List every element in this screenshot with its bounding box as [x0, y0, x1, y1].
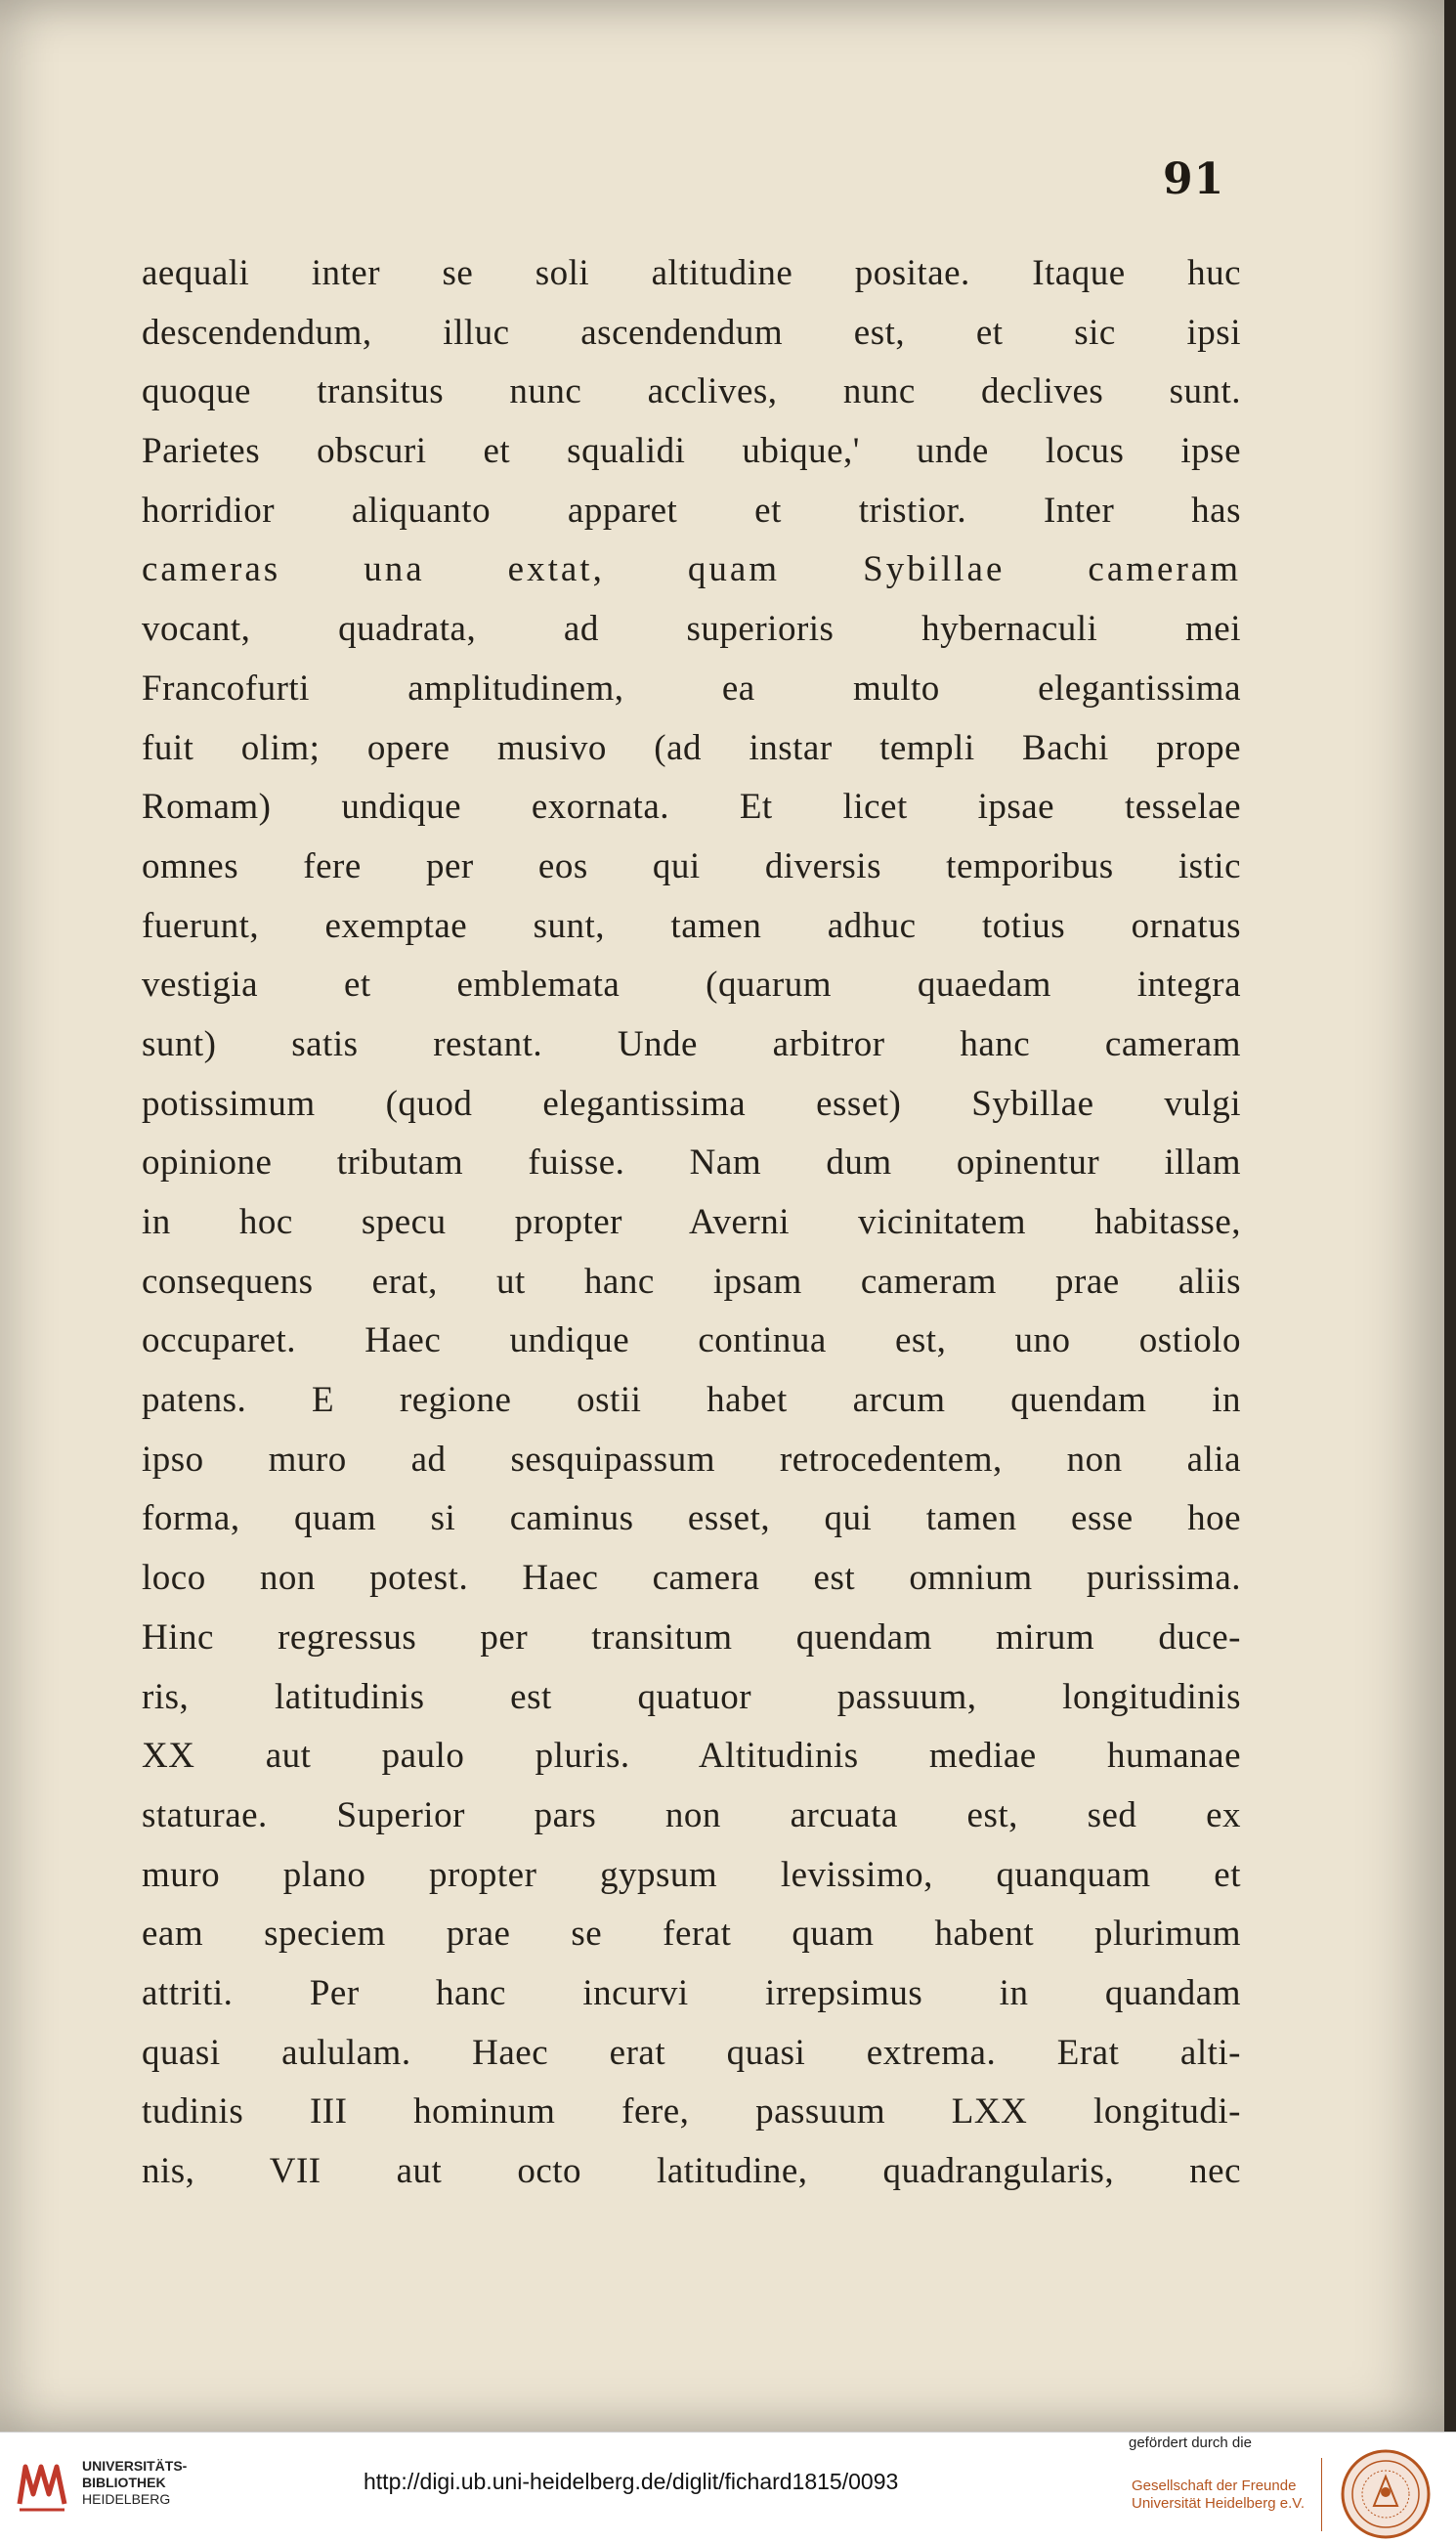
- text-line: XX aut paulo pluris. Altitudinis mediae humanae: [142, 1736, 1241, 1777]
- text-line: horridior aliquanto apparet et tristior. Inter has: [142, 490, 1241, 531]
- text-line: vestigia et emblemata (quarum quaedam integra: [142, 965, 1241, 1006]
- text-line: aequali inter se soli altitudine positae. Itaque huc: [142, 253, 1241, 293]
- text-line: Parietes obscuri et squalidi ubique,' unde locus ipse: [142, 431, 1241, 472]
- text-line: in hoc specu propter Averni vicinitatem habitasse,: [142, 1202, 1241, 1242]
- library-name-line: HEIDELBERG: [82, 2491, 171, 2507]
- sponsor-name: [1132, 2477, 1305, 2513]
- text-line: Hinc regressus per transitum quendam mirum duce-: [142, 1616, 1241, 1658]
- text-line: loco non potest. Haec camera est omnium purissima.: [142, 1558, 1241, 1599]
- text-line: quasi aululam. Haec erat quasi extrema. Erat alti-: [142, 2032, 1241, 2073]
- text-line: descendendum, illuc ascendendum est, et sic ipsi: [142, 312, 1241, 353]
- page-number: 91: [1163, 154, 1225, 204]
- text-line: staturae. Superior pars non arcuata est, sed ex: [142, 1794, 1241, 1835]
- text-line: Romam) undique exornata. Et licet ipsae tesselae: [142, 787, 1241, 828]
- text-line: nis, VII aut octo latitudine, quadrangularis, nec: [142, 2151, 1241, 2191]
- text-line: potissimum (quod elegantissima esset) Sybillae vulgi: [142, 1083, 1241, 1124]
- text-line: attriti. Per hanc incurvi irrepsimus in quandam: [142, 1972, 1241, 2013]
- text-line: omnes fere per eos qui diversis temporibus istic: [142, 845, 1241, 886]
- sponsor-name-line: Universität Heidelberg e.V.: [1132, 2495, 1306, 2512]
- text-line: fuerunt, exemptae sunt, tamen adhuc totius ornatus: [142, 905, 1241, 946]
- text-line: muro plano propter gypsum levissimo, quanquam et: [142, 1854, 1241, 1895]
- text-line: occuparet. Haec undique continua est, uno ostiolo: [142, 1320, 1241, 1361]
- university-library-name: [82, 2458, 187, 2508]
- sponsor-divider: [1321, 2458, 1322, 2531]
- text-line: opinione tributam fuisse. Nam dum opinentur illam: [142, 1142, 1241, 1184]
- text-line: ris, latitudinis est quatuor passuum, longitudinis: [142, 1676, 1241, 1717]
- digital-library-url[interactable]: http://digi.ub.uni-heidelberg.de/diglit/fichard1815/0093: [364, 2469, 899, 2494]
- library-name-line: BIBLIOTHEK: [82, 2475, 166, 2490]
- university-library-logo-icon: [12, 2455, 72, 2516]
- university-seal-icon: [1339, 2447, 1433, 2541]
- sponsor-name-line: Gesellschaft der Freunde: [1132, 2477, 1297, 2494]
- text-line: sunt) satis restant. Unde arbitror hanc cameram: [142, 1023, 1241, 1064]
- page-edge: [1444, 0, 1456, 2432]
- text-line: patens. E regione ostii habet arcum quendam in: [142, 1380, 1241, 1421]
- text-line: tudinis III hominum fere, passuum LXX longitudi-: [142, 2091, 1241, 2133]
- text-line: ipso muro ad sesquipassum retrocedentem, non alia: [142, 1439, 1241, 1480]
- text-line: cameras una extat, quam Sybillae cameram: [142, 549, 1241, 590]
- text-line: eam speciem prae se ferat quam habent plurimum: [142, 1914, 1241, 1955]
- text-line: fuit olim; opere musivo (ad instar templi Bachi prope: [142, 727, 1241, 768]
- text-line: quoque transitus nunc acclives, nunc declives sunt.: [142, 371, 1241, 412]
- text-line: Francofurti amplitudinem, ea multo elegantissima: [142, 668, 1241, 709]
- library-name-line: UNIVERSITÄTS-: [82, 2458, 188, 2474]
- sponsor-label: gefördert durch die: [1129, 2434, 1252, 2451]
- body-text: [142, 244, 1241, 2202]
- text-line: consequens erat, ut hanc ipsam cameram prae aliis: [142, 1261, 1241, 1302]
- text-line: forma, quam si caminus esset, qui tamen esse hoe: [142, 1498, 1241, 1539]
- text-line: vocant, quadrata, ad superioris hybernaculi mei: [142, 609, 1241, 650]
